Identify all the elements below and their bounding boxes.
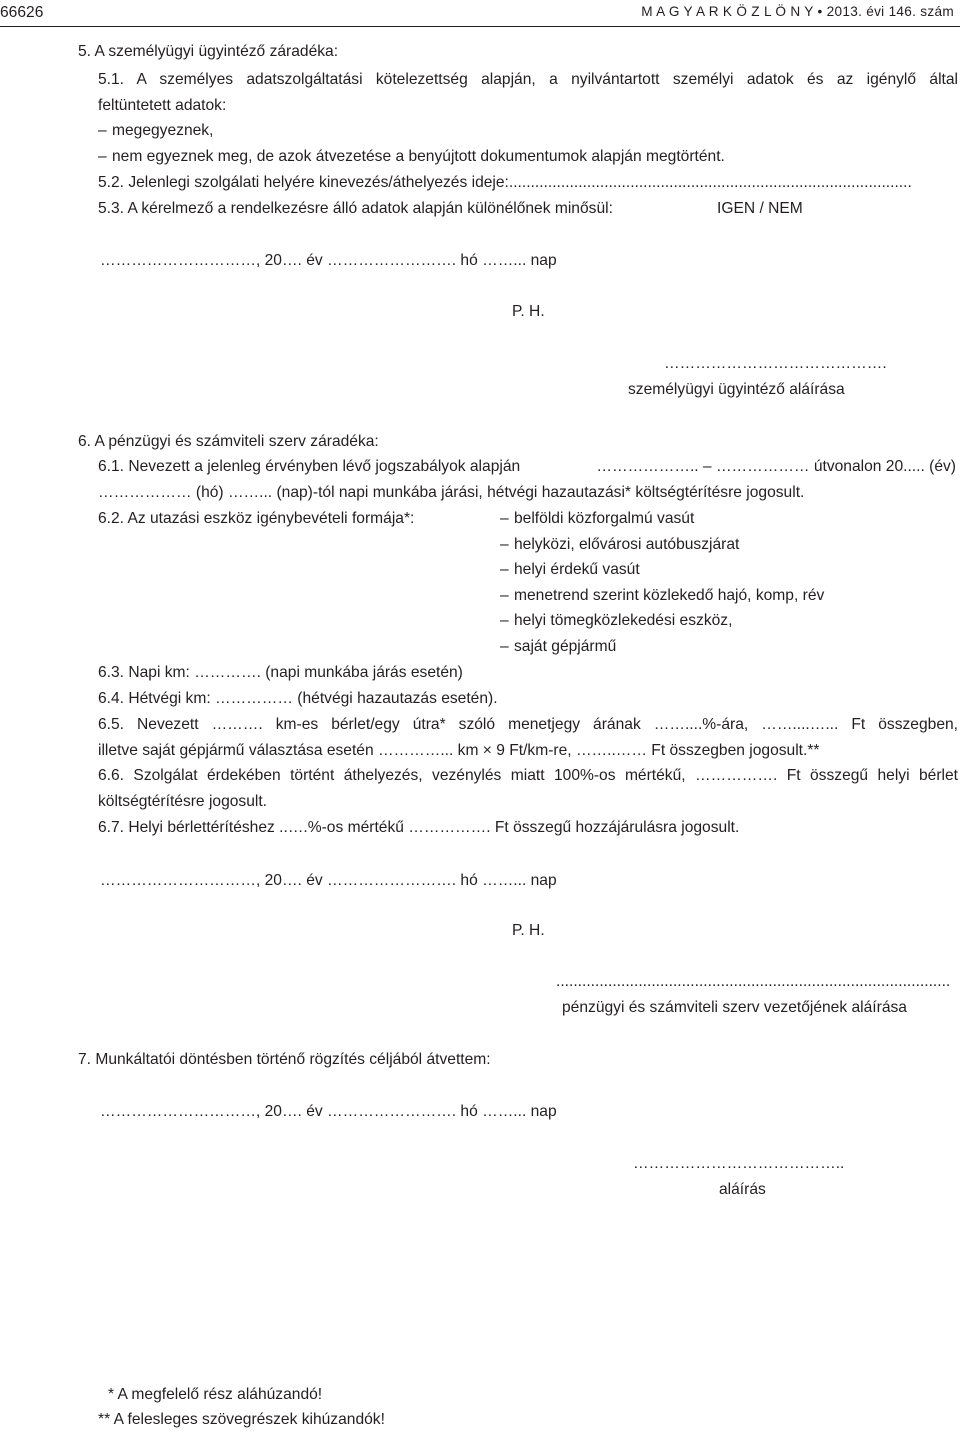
section-6-1-a: 6.1. Nevezett a jelenleg érvényben lévő jogszabályok alapján <box>98 458 521 475</box>
transport-option: – helyi érdekű vasút <box>500 561 640 580</box>
signature-label-5: személyügyi ügyintéző aláírása <box>628 381 845 398</box>
signature-dots-5: ……………………………………. <box>664 355 887 372</box>
footnote: ** A felesleges szövegrészek kihúzandók! <box>98 1411 385 1428</box>
transport-option: – belföldi közforgalmú vasút <box>500 510 694 529</box>
signature-label-6: pénzügyi és számviteli szerv vezetőjének aláírása <box>562 999 907 1016</box>
page-number: 66626 <box>0 4 44 21</box>
section-6-1-b: ……………….. – ……………… útvonalon 20..... (év) <box>596 458 956 475</box>
option-match: – megegyeznek, <box>98 122 213 141</box>
date-line-5: …………………………, 20…. év ……………………. hó ……... nap <box>100 252 557 269</box>
section-6-6-line-2: költségtérítésre jogosult. <box>98 793 268 810</box>
section-6-5-line-1: 6.5. Nevezett ………. km-es bérlet/egy útra* szóló menetjegy árának ……....%-ára, ……....…... Ft összegben, <box>98 716 958 733</box>
section-6-1-line-2: ……………… (hó) ……... (nap)-tól napi munkába járási, hétvégi hazautazási* költségtérítésre jogosult. <box>98 484 805 501</box>
date-line-7: …………………………, 20…. év ……………………. hó ……... nap <box>100 1103 557 1120</box>
section-5-3-answer: IGEN / NEM <box>717 200 803 217</box>
signature-label-7: aláírás <box>719 1181 766 1198</box>
section-6-title: 6. A pénzügyi és számviteli szerv záradéka: <box>78 433 379 450</box>
header-divider <box>0 26 960 27</box>
option-no-match: – nem egyeznek meg, de azok átvezetése a benyújtott dokumentumok alapján megtörtént. <box>98 148 725 167</box>
signature-dots-7: ………………………………….. <box>633 1155 845 1172</box>
transport-option: – helyi tömegközlekedési eszköz, <box>500 612 732 631</box>
signature-dots-6: ........................................................................................... <box>556 973 951 990</box>
section-6-7: 6.7. Helyi bérlettérítéshez ..….%-os mértékű ……………. Ft összegű hozzájárulásra jogosult. <box>98 819 740 836</box>
section-7-title: 7. Munkáltatói döntésben történő rögzítés céljából átvettem: <box>78 1051 491 1068</box>
section-6-6-line-1: 6.6. Szolgálat érdekében történt áthelyezés, vezénylés miatt 100%-os mértékű, ……………. Ft összegű helyi bérlet <box>98 767 958 784</box>
transport-option: – saját gépjármű <box>500 638 616 657</box>
transport-option: – helyközi, elővárosi autóbuszjárat <box>500 536 739 555</box>
section-6-4: 6.4. Hétvégi km: …………… (hétvégi hazautazás esetén). <box>98 690 498 707</box>
section-6-3: 6.3. Napi km: …………. (napi munkába járás esetén) <box>98 664 463 681</box>
stamp-label-6: P. H. <box>512 922 545 939</box>
section-5-title: 5. A személyügyi ügyintéző záradéka: <box>78 43 339 60</box>
section-5-2: 5.2. Jelenlegi szolgálati helyére kinevezés/áthelyezés ideje:............................................................................................. <box>98 174 912 191</box>
section-5-1-line-1: 5.1. A személyes adatszolgáltatási kötelezettség alapján, a nyilvántartott személyi adatok és az igénylő által <box>98 71 958 88</box>
date-line-6: …………………………, 20…. év ……………………. hó ……... nap <box>100 872 557 889</box>
section-6-2: 6.2. Az utazási eszköz igénybevételi formája*: <box>98 510 415 527</box>
stamp-label-5: P. H. <box>512 303 545 320</box>
transport-option: – menetrend szerint közlekedő hajó, komp, rév <box>500 587 824 606</box>
section-5-1-line-2: feltüntetett adatok: <box>98 97 227 114</box>
footnote: * A megfelelő rész aláhúzandó! <box>108 1386 323 1403</box>
section-5-3: 5.3. A kérelmező a rendelkezésre álló adatok alapján különélőnek minősül: <box>98 200 613 217</box>
journal-title: M A G Y A R K Ö Z L Ö N Y • 2013. évi 146. szám <box>641 4 954 19</box>
section-6-5-line-2: illetve saját gépjármű választása esetén …………... km × 9 Ft/km-re, ……..…… Ft összegben jogosult.** <box>98 742 820 759</box>
